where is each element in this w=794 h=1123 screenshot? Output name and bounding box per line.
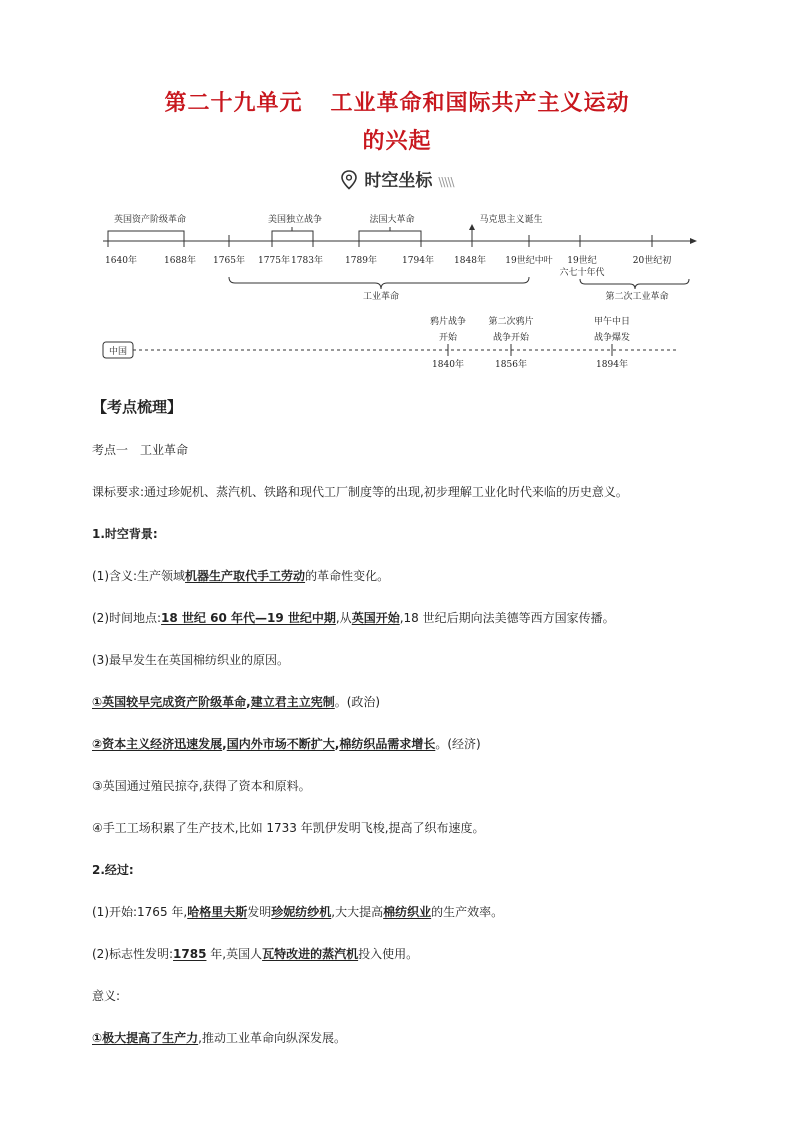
text: (2)时间地点: [92,611,162,625]
para-reasons: (3)最早发生在英国棉纺织业的原因。 [92,653,289,667]
reason-political [92,693,732,711]
text: ,推动工业革命向纵深发展。 [198,1031,346,1045]
key-point: 珍妮纺纱机 [271,905,332,919]
label-china: 中国 [108,347,128,357]
key-point: 棉纺织业 [383,905,432,919]
text: 。(经济) [435,737,481,751]
coord-title: 时空坐标 [364,171,433,191]
year-label: 1783年 [291,256,323,266]
reason-economic [92,735,732,753]
label-industrial-rev: 工业革命 [362,292,400,302]
year-label: 19世纪中叶 [505,256,553,266]
year-label: 1765年 [213,256,245,266]
text: (1)开始:1765 年, [92,905,188,919]
bracket-french-rev [359,231,421,235]
year-label: 六七十年代 [559,268,605,278]
text: , [246,695,251,709]
key-point: ①极大提高了生产力 [92,1031,199,1045]
axis-arrow-icon [690,238,697,244]
key-point: ①英国较早完成资产阶级革命 [92,695,247,709]
key-point: ②资本主义经济迅速发展 [92,737,223,751]
label-marxism: 马克思主义诞生 [479,215,543,225]
page-title-line1 [0,86,794,117]
label-french-rev: 法国大革命 [369,215,415,225]
key-point: 建立君主立宪制 [250,695,335,709]
title-topic: 工业革命和国际共产主义运动 [330,91,630,116]
para-landmark [92,945,732,963]
para-significance [92,1029,732,1047]
reason-technology: ④手工工场积累了生产技术,比如 1733 年凯伊发明飞梭,提高了织布速度。 [92,821,485,835]
text: ,大大提高 [331,905,384,919]
year-label: 1794年 [402,256,434,266]
key-point: 瓦特改进的蒸汽机 [262,947,359,961]
reason-colonial: ③英国通过殖民掠夺,获得了资本和原料。 [92,779,311,793]
text: ,从 [335,611,352,625]
year-label: 19世纪 [567,256,597,266]
year-label: 1894年 [596,360,628,370]
text: , [222,737,227,751]
hatch-decoration: \\\\\ [438,175,454,189]
para-time-place [92,609,732,627]
title-unit: 第二十九单元 [164,91,303,116]
coord-header [0,166,794,191]
text: 的生产效率。 [431,905,504,919]
year-label: 1848年 [454,256,486,266]
bracket-american-war [272,231,313,235]
event-opium-war: 鸦片战争 [429,317,467,327]
key-point: 英国开始 [351,611,400,625]
timeline [0,200,794,375]
text: (2)标志性发明: [92,947,174,961]
marker-arrow-icon [469,224,475,230]
year-label: 1789年 [345,256,377,266]
para-definition [92,567,732,585]
location-pin-icon [340,170,358,190]
text: ,18 世纪后期向法美德等西方国家传播。 [399,611,615,625]
para-start [92,903,732,921]
label-british-rev: 英国资产阶级革命 [113,215,187,225]
text: 的革命性变化。 [305,569,390,583]
year-label: 20世纪初 [632,256,672,266]
key-point: 1785 [173,947,207,961]
kaodian-heading: 考点一 工业革命 [92,443,189,457]
year-label: 1840年 [432,360,464,370]
event-opium-war-2: 开始 [438,333,458,343]
heading-significance: 意义: [92,989,121,1003]
year-label: 1775年 [258,256,290,266]
key-point: 棉纺织品需求增长 [339,737,436,751]
section-heading: 【考点梳理】 [92,398,183,416]
text: , [334,737,340,751]
text: 投入使用。 [358,947,419,961]
key-point: 国内外市场不断扩大 [226,737,335,751]
year-label: 1856年 [495,360,527,370]
text: 年,英国人 [206,947,263,961]
text: (1)含义:生产领域 [92,569,186,583]
key-point: 18 世纪 60 年代—19 世纪中期 [161,611,336,625]
curriculum-requirement: 课标要求:通过珍妮机、蒸汽机、铁路和现代工厂制度等的出现,初步理解工业化时代来临的历史意义。 [92,485,628,499]
year-label: 1688年 [164,256,196,266]
event-jiawu: 甲午中日 [593,317,631,327]
page-title-line2: 的兴起 [362,129,432,154]
event-second-opium-2: 战争开始 [492,333,530,343]
heading-background: 1.时空背景: [92,527,158,541]
label-american-war: 美国独立战争 [267,215,323,225]
year-label: 1640年 [105,256,137,266]
event-jiawu-2: 战争爆发 [593,333,631,343]
text: 发明 [247,905,272,919]
brace-second-industrial [580,279,689,289]
heading-process: 2.经过: [92,863,134,877]
brace-industrial-rev [229,277,529,289]
bracket-british-rev [108,231,184,235]
key-point: 机器生产取代手工劳动 [185,569,306,583]
text: 。(政治) [334,695,381,709]
event-second-opium: 第二次鸦片 [488,317,534,327]
key-point: 哈格里夫斯 [187,905,248,919]
label-second-industrial: 第二次工业革命 [605,292,669,302]
